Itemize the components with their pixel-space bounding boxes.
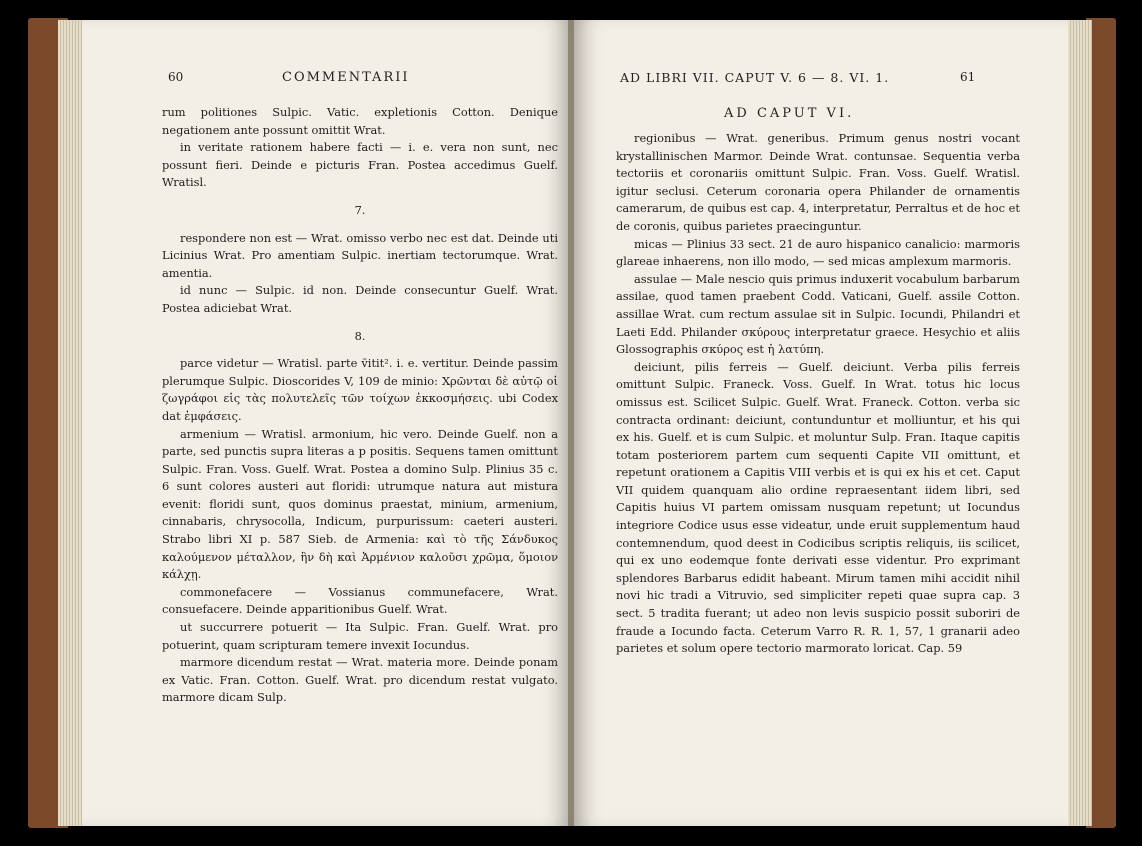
paragraph: regionibus — Wrat. generibus. Primum genus nostri vocant krystallinischen Marmor. Deinde Wrat. contunsae. Sequentia verba tectoriis et coronariis omittunt Sulpic. Fran. Voss. Guelf. Wratisl. igitur seclusi. Ceterum coronaria opera Philander de ornamentis camerarum, de quibus est cap. 4, interpretatur, Perraltus et de hoc et de coronis, quibus parietes praecinguntur.	[616, 131, 1020, 233]
page-number: 61	[960, 70, 976, 84]
page-body	[162, 104, 558, 707]
paragraph: marmore dicendum restat — Wrat. materia more. Deinde ponam ex Vatic. Fran. Cotton. Guelf. Wrat. pro dicendum restat vulgato. marmore dicam Sulp.	[162, 655, 558, 705]
page-edges-left	[58, 20, 82, 826]
paragraph: id nunc — Sulpic. id non. Deinde consecuntur Guelf. Wrat. Postea adiciebat Wrat.	[162, 283, 558, 315]
paragraph: commonefacere — Vossianus communefacere, Wrat. consuefacere. Deinde apparitionibus Guelf. Wrat.	[162, 584, 558, 617]
chapter-heading: AD CAPUT VI.	[724, 106, 855, 121]
paragraph: deiciunt, pilis ferreis — Guelf. deiciunt. Verba pilis ferreis omittunt Sulpic. Franeck. Voss. Guelf. In Wrat. totus hic locus omissus est. Scilicet Sulpic. Guelf. Wrat. Franeck. Cotton. verba sic contracta ordinant: deiciunt, contunduntur et molliuntur, et his qui ex his. Guelf. et is cum Sulpic. et moluntur Sulp. Fran. Itaque capitis totam posteriorem partem cum sequenti Capite VII omittunt, et repetunt orationem a Capitis VIII verbis et is qui ex his et cet. Caput VII quidem quanquam alio ordine repraesentant iidem libri, sed Capitis huius VI partem omissam nusquam repetunt; ut Iocundus integriore Codice usus esse videatur, unde eruit supplementum haud contemnendum, quod deest in Codicibus scriptis reliquis, iis scilicet, qui ex uno eodemque fonte derivati esse videntur. Pro exprimant splendores Barbarus edidit habeant. Mirum tamen mihi accidit nihil novi hic tradi a Vitruvio, sed simpliciter repeti quae supra cap. 3 sect. 5 tradita fuerant; ut adeo non levis suspicio possit suboriri de fraude a Iocundo facta. Ceterum Varro R. R. 1, 57, 1 granarii adeo parietes et solum opere tectorio marmorato loricat. Cap. 59	[616, 359, 1020, 656]
paragraph: assulae — Male nescio quis primus induxerit vocabulum barbarum assilae, quod tamen praebent Codd. Vaticani, Guelf. assile Cotton. assillae Wrat. cum rectum assulae sit in Sulpic. Iocundi, Philandri et Laeti Edd. Philander σκύρους interpretatur graece. Hesychio et aliis Glossographis σκύρος est ἡ λατύπη.	[616, 271, 1020, 357]
open-book	[22, 14, 1120, 832]
paragraph: respondere non est — Wrat. omisso verbo nec est dat. Deinde uti Licinius Wrat. Pro amentiam Sulpic. inertiam tectorumque. Wrat. amentia.	[162, 230, 558, 280]
paragraph: micas — Plinius 33 sect. 21 de auro hispanico canalicio: marmoris glareae inhaerens, non illo modo, — sed micas amplexum marmoris.	[616, 236, 1020, 269]
running-head: COMMENTARII	[282, 70, 410, 85]
page-number: 60	[168, 70, 184, 84]
section-number: 7.	[354, 202, 366, 217]
paragraph: rum politiones Sulpic. Vatic. expletionis Cotton. Denique negationem ante possunt omittit Wrat.	[162, 105, 558, 137]
paragraph: armenium — Wratisl. armonium, hic vero. Deinde Guelf. non a parte, sed punctis supra literas a p positis. Sequens tamen omittunt Sulpic. Fran. Voss. Guelf. Wrat. Postea a domino Sulp. Plinius 35 c. 6 sunt colores austeri aut floridi: utrumque natura aut mistura evenit: floridi sunt, quos dominus praestat, minium, armenium, cinnabaris, chrysocolla, Indicum, purpurissum: caeteri austeri. Strabo libri XI p. 587 Sieb. de Armenia: καὶ τὸ τῆς Σάνδυκος καλούμενον μέταλλον, ἣν δὴ καὶ Ἀρμένιον καλοῦσι χρῶμα, ὅμοιον κάλχῃ.	[162, 426, 558, 582]
paragraph: ut succurrere potuerit — Ita Sulpic. Fran. Guelf. Wrat. pro potuerint, quam scripturam temere invexit Iocundus.	[162, 620, 558, 652]
section-number: 8.	[354, 328, 366, 343]
right-page	[574, 20, 1068, 826]
running-head: AD LIBRI VII. CAPUT V. 6 — 8. VI. 1.	[620, 70, 890, 85]
paragraph: in veritate rationem habere facti — i. e. vera non sunt, nec possunt fieri. Deinde e picturis Fran. Postea accedimus Guelf. Wratisl.	[162, 140, 558, 190]
left-page	[82, 20, 570, 826]
paragraph: parce videtur — Wratisl. parte ṽitit². i. e. vertitur. Deinde passim plerumque Sulpic. Dioscorides V, 109 de minio: Χρῶνται δὲ αὐτῷ οἱ ζωγράφοι εἰς τὰς πολυτελεῖς τῶν τοίχων ἐκκοσμήσεις. ubi Codex dat ἐμφάσεις.	[162, 356, 558, 423]
page-body	[616, 130, 1020, 658]
page-edges-right	[1068, 20, 1092, 826]
